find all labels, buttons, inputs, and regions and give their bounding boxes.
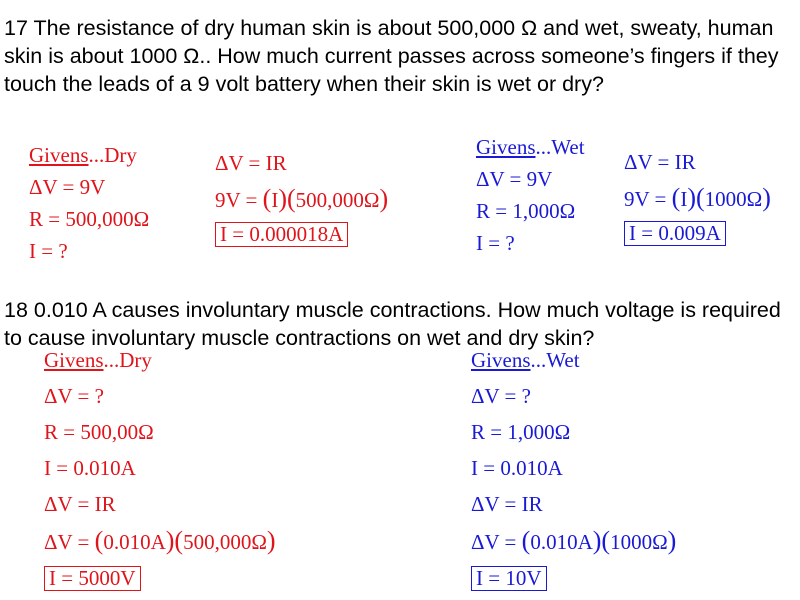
q18-dry-line: ΔV = ?	[44, 384, 104, 408]
q18-wet-line: R = 1,000Ω	[471, 420, 571, 444]
q18-dry-line: R = 500,00Ω	[44, 420, 154, 444]
q17-dry-givens-line: ΔV = 9V	[29, 175, 106, 199]
q18-wet-line: ΔV = ?	[471, 384, 531, 408]
q17-wet-formula: ΔV = IR	[624, 150, 696, 174]
q17-wet-givens-line: R = 1,000Ω	[476, 199, 576, 223]
q18-dry-line: ΔV = IR	[44, 492, 116, 516]
q18-dry-answer: I = 5000V	[44, 566, 141, 591]
q17-dry-givens-line: R = 500,000Ω	[29, 207, 150, 231]
question-17-text: 17 The resistance of dry human skin is about 500,000 Ω and wet, sweaty, human skin is about 1000 Ω.. How much current passes across someone’s fingers if they touch the leads of a 9 volt battery when their skin is wet or dry?	[4, 16, 779, 96]
q18-wet-equation: ΔV = (0.010A)(1000Ω)	[471, 526, 677, 555]
q17-wet-solution	[624, 148, 771, 248]
q17-wet-substitution: 9V = (I)(1000Ω)	[624, 183, 771, 212]
q18-dry-equation: ΔV = (0.010A)(500,000Ω)	[44, 526, 276, 555]
q17-dry-substitution: 9V = (I)(500,000Ω)	[215, 184, 389, 213]
q18-wet-line: ΔV = IR	[471, 492, 543, 516]
q18-wet-line: I = 0.010A	[471, 456, 563, 480]
q17-wet-givens	[476, 133, 585, 258]
q17-wet-givens-line: ΔV = 9V	[476, 167, 553, 191]
q17-dry-formula: ΔV = IR	[215, 151, 287, 175]
q18-dry-line: I = 0.010A	[44, 456, 136, 480]
q18-dry-block	[44, 346, 276, 593]
q17-wet-answer: I = 0.009A	[624, 221, 726, 246]
q17-dry-givens-line: I = ?	[29, 239, 68, 263]
q18-wet-heading: Givens...Wet	[471, 348, 580, 372]
q17-dry-solution	[215, 149, 388, 249]
q17-dry-answer: I = 0.000018A	[215, 222, 348, 247]
q17-dry-givens	[29, 141, 149, 266]
q17-wet-givens-heading: Givens...Wet	[476, 135, 585, 159]
q18-wet-answer: I = 10V	[471, 566, 547, 591]
q18-wet-block	[471, 346, 676, 593]
q18-dry-heading: Givens...Dry	[44, 348, 152, 372]
q17-wet-givens-line: I = ?	[476, 231, 515, 255]
question-18-text: 18 0.010 A causes involuntary muscle contractions. How much voltage is required to cause involuntary muscle contractions on wet and dry skin?	[4, 298, 781, 350]
q17-dry-givens-heading: Givens...Dry	[29, 143, 137, 167]
